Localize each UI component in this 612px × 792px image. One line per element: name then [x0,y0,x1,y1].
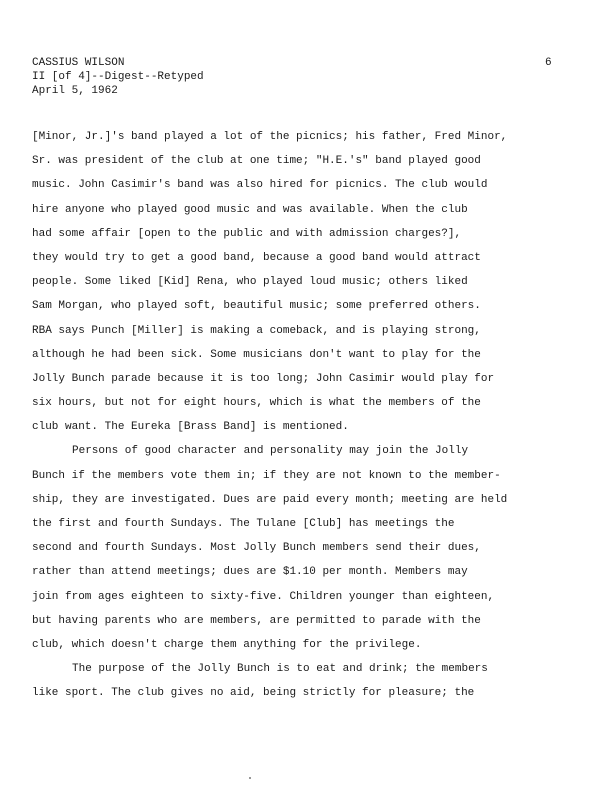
paragraph-first-line: Persons of good character and personality may join the Jolly [72,445,469,458]
interviewee-name: CASSIUS WILSON [32,57,125,69]
text-line: join from ages eighteen to sixty-five. Children younger than eighteen, [32,590,495,603]
text-line: the first and fourth Sundays. The Tulane [Club] has meetings the [32,518,455,530]
text-line: Sr. was president of the club at one time; "H.E.'s" band played good [32,155,481,168]
text-line: second and fourth Sundays. Most Jolly Bunch members send their dues, [32,542,481,555]
text-line: but having parents who are members, are permitted to parade with the [32,614,481,627]
text-line: club want. The Eureka [Brass Band] is mentioned. [32,421,349,434]
text-line: six hours, but not for eight hours, which is what the members of the [32,397,481,410]
text-line: people. Some liked [Kid] Rena, who played loud music; others liked [32,276,468,289]
text-line: RBA says Punch [Miller] is making a comeback, and is playing strong, [32,324,481,337]
text-line: like sport. The club gives no aid, being strictly for pleasure; the [32,687,475,700]
text-line: Jolly Bunch parade because it is too long; John Casimir would play for [32,372,495,385]
page-number: 6 [545,57,552,69]
paragraph-first-line: The purpose of the Jolly Bunch is to eat and drink; the members [72,663,488,676]
reel-info: II [of 4]--Digest--Retyped [32,71,204,83]
text-line: club, which doesn't charge them anything for the privilege. [32,638,422,651]
scan-dot [249,777,251,779]
body-text [32,125,552,706]
text-line: Bunch if the members vote them in; if they are not known to the member- [32,469,501,482]
interview-date: April 5, 1962 [32,85,118,97]
document-header [32,56,204,98]
text-line: rather than attend meetings; dues are $1.10 per month. Members may [32,566,468,579]
text-line: hire anyone who played good music and was available. When the club [32,203,468,216]
text-line: ship, they are investigated. Dues are paid every month; meeting are held [32,493,508,506]
text-line: [Minor, Jr.]'s band played a lot of the picnics; his father, Fred Minor, [32,131,508,143]
text-line: they would try to get a good band, because a good band would attract [32,251,481,264]
text-line: although he had been sick. Some musicians don't want to play for the [32,348,481,361]
text-line: Sam Morgan, who played soft, beautiful music; some preferred others. [32,300,481,313]
text-line: music. John Casimir's band was also hired for picnics. The club would [32,179,488,192]
text-line: had some affair [open to the public and with admission charges?], [32,227,462,240]
